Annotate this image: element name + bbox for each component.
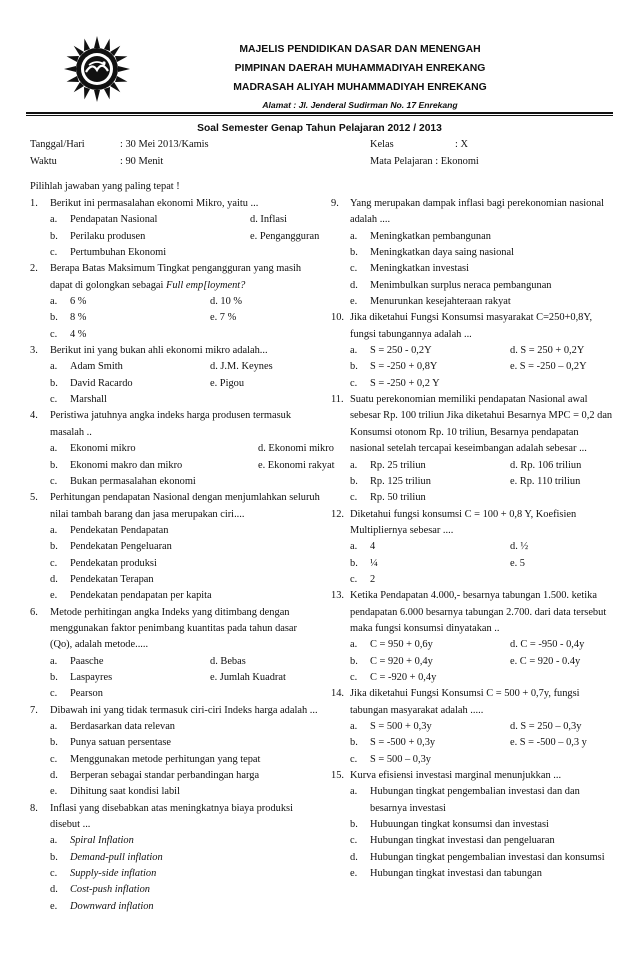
letterhead	[200, 40, 520, 112]
option-letter: a.	[50, 214, 58, 226]
option-letter: c.	[50, 328, 58, 340]
question-14	[331, 686, 613, 768]
option-text: 2	[370, 573, 376, 585]
question-number: 15.	[331, 770, 344, 782]
answer-option	[50, 882, 320, 898]
question-12	[331, 507, 613, 589]
answer-option	[350, 735, 613, 751]
option-text: S = 500 + 0,3y	[370, 721, 432, 732]
answer-option	[50, 768, 320, 784]
option-letter: a.	[350, 639, 358, 651]
option-letter: b.	[50, 312, 58, 324]
question-3	[30, 343, 320, 408]
option-letter: e.	[350, 868, 358, 880]
header-line-3: MADRASAH ALIYAH MUHAMMADIYAH ENREKANG	[233, 82, 487, 94]
option-letter: a.	[50, 655, 58, 667]
option-text: e. C = 920 - 0.4y	[510, 655, 581, 667]
questions-column-left	[30, 196, 335, 915]
option-text: Demand-pull inflation	[70, 851, 163, 863]
question-text: Inflasi yang disebabkan atas meningkatnya biaya produksi disebut ...	[50, 802, 293, 831]
option-text: Ekonomi makro dan mikro	[70, 459, 183, 471]
answer-option	[50, 654, 320, 670]
option-letter: c.	[350, 671, 358, 683]
answer-option	[50, 850, 320, 866]
option-text: Cost-push inflation	[70, 884, 150, 896]
option-letter: c.	[50, 753, 58, 765]
option-text: Hubungan tingkat investasi dan pengeluaran	[370, 835, 555, 847]
option-text: e. Jumlah Kuadrat	[210, 671, 286, 683]
answer-option	[350, 833, 613, 849]
question-text: Jika diketahui Fungsi Konsumsi C = 500 + 0,7y, fungsi tabungan masyarakat adalah .....	[350, 688, 580, 716]
answer-option	[50, 572, 320, 588]
option-text: S = -500 + 0,3y	[370, 737, 436, 749]
question-number: 4.	[30, 410, 38, 422]
option-letter: e.	[350, 296, 358, 308]
option-letter: e.	[50, 900, 58, 912]
question-8	[30, 801, 320, 915]
option-letter: b.	[50, 230, 58, 242]
option-text: 4 %	[70, 328, 87, 340]
option-letter: c.	[350, 377, 358, 389]
question-text: Dibawah ini yang tidak termasuk ciri-ciri Indeks harga adalah ...	[50, 704, 318, 716]
answer-option	[50, 458, 335, 474]
option-letter: b.	[350, 475, 358, 487]
answer-option	[50, 327, 320, 343]
subject-label: Mata Pelajaran	[370, 155, 433, 167]
class-label: Kelas	[370, 139, 394, 150]
question-9	[331, 196, 613, 310]
option-text: Pendekatan Pendapatan	[70, 524, 169, 536]
answer-option	[50, 556, 320, 572]
option-text: Pengangguran	[259, 230, 320, 242]
answer-option	[350, 490, 613, 506]
option-letter: b.	[350, 361, 358, 373]
meta-left	[30, 137, 209, 170]
option-letter: a.	[350, 230, 358, 242]
option-text: Inflasi	[260, 214, 287, 226]
option-letter: a.	[50, 524, 58, 536]
option-text: Downward inflation	[70, 900, 154, 912]
option-text: Bukan permasalahan ekonomi	[70, 475, 196, 487]
answer-option	[50, 866, 320, 882]
option-text: Hubuungan tingkat konsumsi dan investasi	[370, 819, 549, 831]
option-text: Menggunakan metode perhitungan yang tepat	[70, 753, 261, 765]
question-number: 6.	[30, 606, 38, 618]
option-text: Rp. 125 triliun	[370, 475, 431, 487]
question-text: Kurva efisiensi investasi marginal menunjukkan ...	[350, 770, 562, 782]
option-text: e. 7 %	[210, 312, 237, 324]
questions-column-right	[331, 196, 613, 882]
answer-option	[50, 474, 320, 490]
answer-option	[50, 294, 320, 310]
school-emblem-icon	[62, 34, 132, 104]
option-text: Ekonomi mikro	[70, 443, 136, 455]
question-text-italic: Full emp[loyment?	[166, 279, 246, 291]
question-text: Yang merupakan dampak inflasi bagi perekonomian nasional adalah ....	[350, 198, 605, 226]
answer-option	[50, 539, 320, 555]
option-text: 8 %	[70, 312, 87, 324]
option-letter: b.	[50, 459, 58, 471]
answer-option	[350, 866, 613, 882]
option-text: C = 920 + 0,4y	[370, 655, 433, 667]
option-letter: e.	[50, 786, 58, 798]
time-value: : 90 Menit	[120, 155, 164, 167]
question-10	[331, 310, 613, 392]
option-text: Pertumbuhan Ekonomi	[70, 247, 167, 259]
option-text: S = -250 + 0,2 Y	[370, 377, 440, 389]
option-letter: c.	[350, 753, 358, 765]
option-text: S = 500 – 0,3y	[370, 753, 431, 765]
option-letter: b.	[350, 557, 358, 569]
question-1	[30, 196, 320, 261]
question-text: Berapa Batas Maksimum Tingkat pengangguran yang masih dapat di golongkan sebagai Full emp[loyment?	[50, 263, 302, 291]
question-number: 13.	[331, 590, 344, 602]
option-text: Adam Smith	[70, 361, 123, 373]
option-text: Berdasarkan data relevan	[70, 721, 176, 732]
option-text: C = 950 + 0,6y	[370, 639, 433, 651]
answer-option	[50, 670, 320, 686]
question-number: 7.	[30, 704, 38, 716]
option-letter: b.	[350, 247, 358, 259]
option-text: d. C = -950 - 0,4y	[510, 639, 585, 651]
option-letter: c.	[50, 394, 58, 406]
question-text: Ketika Pendapatan 4.000,- besarnya tabungan 1.500. ketika pendapatan 6.000 besarnya tabungan 2.700. dari data tersebut maka fungsi konsumsi dinyatakan ..	[350, 590, 607, 634]
answer-option	[350, 817, 613, 833]
question-number: 1.	[30, 198, 38, 209]
question-number: 5.	[30, 492, 38, 504]
option-letter: d.	[350, 851, 358, 863]
option-letter: c.	[50, 868, 58, 880]
answer-option	[50, 392, 320, 408]
option-text: Punya satuan persentase	[70, 737, 171, 749]
question-15	[331, 768, 613, 882]
option-letter: a.	[350, 786, 358, 798]
option-text: Hubungan tingkat pengembalian investasi dan dan besarnya investasi	[370, 786, 580, 814]
option-letter: a.	[50, 361, 58, 373]
question-text: Peristiwa jatuhnya angka indeks harga produsen termasuk masalah ..	[50, 410, 292, 438]
question-text: Perhitungan pendapatan Nasional dengan menjumlahkan seluruh nilai tambah barang dan jasa merupakan ciri....	[50, 492, 320, 520]
question-text: Diketahui fungsi konsumsi C = 100 + 0,8 Y, Koefisien Multipliernya sebesar ....	[350, 508, 577, 536]
meta-right	[370, 137, 479, 170]
option-letter: d.	[250, 214, 258, 226]
answer-option	[50, 752, 320, 768]
option-text: Rp. 25 triliun	[370, 459, 426, 471]
option-letter: d.	[350, 279, 358, 291]
header-address: Alamat : Jl. Jenderal Sudirman No. 17 Enrekang	[262, 99, 458, 110]
answer-option	[350, 572, 613, 588]
option-letter: b.	[50, 377, 58, 389]
option-text: Laspayres	[70, 671, 113, 683]
answer-option	[350, 719, 613, 735]
option-text: d. S = 250 – 0,3y	[510, 721, 582, 732]
option-letter: e.	[50, 590, 58, 602]
option-text: e. S = -500 – 0,3 y	[510, 737, 587, 749]
answer-option	[50, 686, 320, 702]
option-letter: c.	[350, 573, 358, 585]
option-letter: b.	[50, 851, 58, 863]
option-letter: b.	[50, 671, 58, 683]
option-letter: a.	[350, 541, 358, 553]
answer-option	[50, 229, 320, 245]
option-letter: a.	[50, 835, 58, 847]
header-line-1: MAJELIS PENDIDIKAN DASAR DAN MENENGAH	[239, 44, 481, 55]
option-text: Pendekatan produksi	[70, 557, 157, 569]
letterhead-divider	[26, 112, 613, 114]
answer-option	[350, 229, 613, 245]
question-text: Jika diketahui Fungsi Konsumsi masyarakat C=250+0,8Y, fungsi tabungannya adalah ...	[350, 312, 593, 340]
answer-option	[350, 278, 613, 294]
question-number: 9.	[331, 198, 339, 209]
exam-title: Soal Semester Genap Tahun Pelajaran 2012 / 2013	[197, 123, 442, 134]
option-letter: d.	[50, 770, 58, 782]
option-text: d. S = 250 + 0,2Y	[510, 345, 585, 357]
answer-option	[350, 654, 613, 670]
answer-option	[350, 474, 613, 490]
answer-option	[50, 719, 320, 735]
option-text: e. S = -250 – 0,2Y	[510, 361, 587, 373]
question-text: Berikut ini yang bukan ahli ekonomi mikro adalah...	[50, 345, 268, 357]
answer-option	[50, 376, 320, 392]
question-text: Berikut ini permasalahan ekonomi Mikro, yaitu ...	[50, 198, 259, 209]
date-label: Tanggal/Hari	[30, 139, 85, 150]
question-number: 12.	[331, 508, 344, 520]
answer-option	[350, 458, 613, 474]
option-text: Spiral Inflation	[70, 835, 134, 847]
letterhead-divider-thin	[26, 115, 613, 116]
option-letter: a.	[350, 721, 358, 732]
option-text: e. Ekonomi rakyat	[258, 459, 335, 471]
option-text: C = -920 + 0,4y	[370, 671, 437, 683]
option-text: d. ½	[510, 541, 529, 553]
option-text: Meningkatkan pembangunan	[370, 230, 491, 242]
question-text: Suatu perekonomian memiliki pendapatan Nasional awal sebesar Rp. 100 triliun Jika diketahui Besarnya MPC = 0,2 dan Konsumsi otonom Rp. 10 triliun, Besarnya pendapatan nasional setelah tercapai keseimbangan adalah sebesar ...	[350, 394, 613, 455]
option-letter: a.	[50, 296, 58, 308]
answer-option	[50, 523, 320, 539]
option-text: 6 %	[70, 296, 87, 308]
subject-value: : Ekonomi	[435, 155, 479, 167]
option-text: Meningkatkan investasi	[370, 263, 469, 275]
option-letter: b.	[350, 655, 358, 667]
question-number: 3.	[30, 345, 38, 357]
answer-option	[350, 556, 613, 572]
class-value: : X	[455, 139, 468, 150]
answer-option	[350, 261, 613, 277]
time-label: Waktu	[30, 155, 57, 167]
option-text: e. 5	[510, 557, 526, 569]
answer-option	[350, 670, 613, 686]
option-text: d. 10 %	[210, 296, 243, 308]
option-letter: c.	[50, 557, 58, 569]
option-letter: b.	[50, 541, 58, 553]
option-letter: b.	[350, 819, 358, 831]
option-letter: b.	[350, 737, 358, 749]
option-letter: a.	[350, 345, 358, 357]
answer-option	[350, 784, 613, 817]
option-letter: c.	[350, 263, 358, 275]
option-letter: c.	[350, 835, 358, 847]
option-letter: a.	[50, 721, 58, 732]
option-text: e. Pigou	[210, 377, 245, 389]
option-text: Pendekatan pendapatan per kapita	[70, 590, 212, 602]
option-text: Meningkatkan daya saing nasional	[370, 247, 514, 259]
option-letter: d.	[50, 884, 58, 896]
answer-option	[50, 899, 320, 915]
answer-option	[50, 588, 320, 604]
question-5	[30, 490, 320, 604]
question-number: 8.	[30, 802, 38, 814]
answer-option	[50, 441, 334, 457]
answer-option	[50, 735, 320, 751]
question-4	[30, 408, 335, 490]
question-11	[331, 392, 613, 506]
answer-option	[50, 784, 320, 800]
answer-option	[350, 850, 613, 866]
option-text: Berperan sebagai standar perbandingan harga	[70, 770, 260, 782]
date-value: : 30 Mei 2013/Kamis	[120, 139, 209, 150]
answer-option	[350, 245, 613, 261]
answer-option	[50, 359, 320, 375]
option-text: d. J.M. Keynes	[210, 361, 273, 373]
option-text: S = 250 - 0,2Y	[370, 345, 432, 357]
option-text: d. Bebas	[210, 655, 246, 667]
option-text: Menimbulkan surplus neraca pembangunan	[370, 279, 552, 291]
option-text: d. Rp. 106 triliun	[510, 459, 582, 471]
option-letter: e.	[250, 230, 258, 242]
option-letter: c.	[50, 475, 58, 487]
option-text: S = -250 + 0,8Y	[370, 361, 438, 373]
option-text: Marshall	[70, 394, 107, 406]
answer-option	[50, 833, 320, 849]
option-text: Pendekatan Terapan	[70, 573, 154, 585]
question-number: 11.	[331, 394, 344, 406]
option-text: Pendekatan Pengeluaran	[70, 541, 172, 553]
answer-option	[350, 637, 613, 653]
option-text: Supply-side inflation	[70, 868, 157, 880]
question-text: Metode perhitingan angka Indeks yang ditimbang dengan menggunakan faktor penimbang kuantitas pada tahun dasar (Qo), adalah metode.....	[50, 606, 297, 651]
option-text: Hubungan tingkat pengembalian investasi dan konsumsi	[370, 851, 605, 863]
option-text: Rp. 50 triliun	[370, 492, 426, 504]
question-13	[331, 588, 613, 686]
answer-option	[350, 752, 613, 768]
option-text: Paasche	[70, 655, 104, 667]
option-text: Hubungan tingkat investasi dan tabungan	[370, 868, 542, 880]
question-number: 14.	[331, 688, 344, 700]
header-line-2: PIMPINAN DAERAH MUHAMMADIYAH ENREKANG	[234, 63, 486, 75]
option-text: David Racardo	[70, 377, 133, 389]
instruction: Pilihlah jawaban yang paling tepat !	[30, 181, 180, 192]
question-7	[30, 703, 320, 801]
question-2	[30, 261, 320, 343]
question-number: 10.	[331, 312, 344, 324]
option-letter: a.	[50, 443, 58, 455]
option-text: ¼	[370, 557, 378, 569]
answer-option	[350, 343, 613, 359]
answer-option	[350, 294, 613, 310]
option-text: Menurunkan kesejahteraan rakyat	[370, 296, 511, 308]
option-letter: c.	[50, 688, 58, 700]
question-6	[30, 605, 320, 703]
option-letter: c.	[350, 492, 358, 504]
answer-option	[350, 539, 613, 555]
option-letter: b.	[50, 737, 58, 749]
option-text: Dihitung saat kondisi labil	[70, 786, 180, 798]
option-text: e. Rp. 110 triliun	[510, 475, 581, 487]
option-text: Perilaku produsen	[70, 230, 146, 242]
answer-option	[350, 376, 613, 392]
option-text: Pendapatan Nasional	[70, 214, 158, 226]
answer-option	[50, 310, 320, 326]
option-letter: a.	[350, 459, 358, 471]
question-number: 2.	[30, 263, 38, 275]
option-text: 4	[370, 541, 376, 553]
answer-option	[50, 245, 320, 261]
answer-option	[50, 212, 320, 228]
answer-option	[350, 359, 613, 375]
option-text: d. Ekonomi mikro	[258, 443, 334, 455]
option-text: Pearson	[70, 688, 103, 700]
option-letter: d.	[50, 573, 58, 585]
option-letter: c.	[50, 247, 58, 259]
